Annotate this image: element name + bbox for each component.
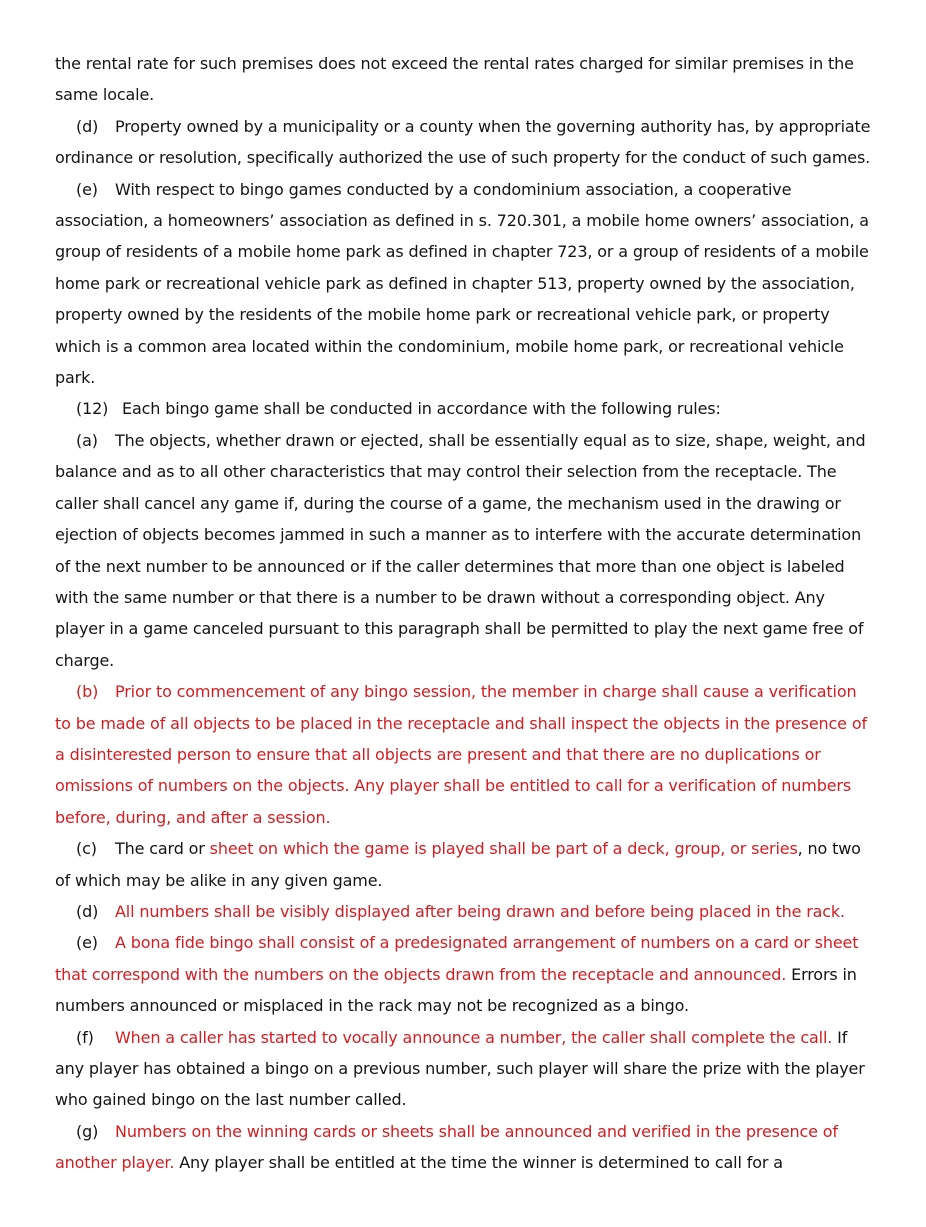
paragraph-label: (d): [76, 901, 99, 921]
paragraph-label: (e): [76, 179, 98, 199]
paragraph-label: (g): [76, 1121, 99, 1141]
paragraph-text: Any player shall be entitled at the time the winner is determined to call for a: [179, 1153, 783, 1173]
highlighted-text: All numbers shall be visibly displayed after being drawn and before being placed in the rack.: [115, 901, 845, 921]
paragraph-text: the rental rate for such premises does not exceed the rental rates charged for similar premises in the same locale.: [55, 54, 854, 105]
subsection-text: Each bingo game shall be conducted in accordance with the following rules:: [122, 399, 721, 419]
paragraph-label: (d): [76, 116, 99, 136]
paragraph-12-g: [55, 1116, 877, 1179]
highlighted-text: A bona fide bingo shall consist of a predesignated arrangement of numbers on a card or sheet that correspond with the numbers on the objects drawn from the receptacle and announced.: [55, 933, 859, 984]
paragraph-12-d: [55, 896, 877, 927]
highlighted-text: When a caller has started to vocally announce a number, the caller shall complete the call.: [115, 1027, 833, 1047]
paragraph-text: If any player has obtained a bingo on a previous number, such player will share the prize with the player who gained bingo on the last number called.: [55, 1027, 865, 1110]
paragraph-12-c: [55, 833, 877, 896]
paragraph-label: (f): [76, 1027, 94, 1047]
paragraph-text: Errors in numbers announced or misplaced in the rack may not be recognized as a bingo.: [55, 964, 857, 1016]
paragraph-text: Prior to commencement of any bingo session, the member in charge shall cause a verification to be made of all objects to be placed in the receptacle and shall inspect the objects in the presence of a disinterested person to ensure that all objects are present and that there are no duplications or omissions of numbers on the objects. Any player shall be entitled to call for a verification of numbers before, during, and after a session.: [55, 682, 867, 827]
highlighted-text: Numbers on the winning cards or sheets shall be announced and verified in the presence of another player.: [55, 1121, 838, 1173]
subsection-label: (12): [76, 399, 109, 419]
paragraph-text: Property owned by a municipality or a county when the governing authority has, by appropriate ordinance or resolution, specifically authorized the use of such property for the conduct of such games.: [55, 116, 871, 168]
paragraph-12-e: [55, 927, 877, 1021]
statute-page: [55, 48, 877, 1179]
paragraph-text: The objects, whether drawn or ejected, shall be essentially equal as to size, shape, weight, and balance and as to all other characteristics that may control their selection from the receptacle. The caller shall cancel any game if, during the course of a game, the mechanism used in the drawing or ejection of objects becomes jammed in such a manner as to interfere with the accurate determination of the next number to be announced or if the caller determines that more than one object is labeled with the same number or that there is a number to be drawn without a corresponding object. Any player in a game canceled pursuant to this paragraph shall be permitted to play the next game free of charge.: [55, 430, 866, 670]
subsection-12: [55, 393, 877, 424]
paragraph-text: , no two of which may be alike in any given game.: [55, 839, 861, 890]
paragraph-continued: [55, 48, 877, 111]
paragraph-text: With respect to bingo games conducted by a condominium association, a cooperative association, a homeowners’ association as defined in s. 720.301, a mobile home owners’ association, a group of residents of a mobile home park as defined in chapter 723, or a group of residents of a mobile home park or recreational vehicle park as defined in chapter 513, property owned by the association, property owned by the residents of the mobile home park or recreational vehicle park, or property which is a common area located within the condominium, mobile home park, or recreational vehicle park.: [55, 179, 869, 388]
paragraph-label: (e): [76, 933, 98, 953]
paragraph-label: (a): [76, 430, 98, 450]
paragraph-label: (c): [76, 839, 97, 859]
paragraph-12-f: [55, 1022, 877, 1116]
paragraph-11-d: [55, 111, 877, 174]
highlighted-text: sheet on which the game is played shall be part of a deck, group, or series: [209, 839, 798, 859]
paragraph-12-a: [55, 425, 877, 676]
paragraph-text: The card or: [115, 839, 205, 859]
paragraph-label: (b): [76, 682, 99, 702]
paragraph-11-e: [55, 174, 877, 394]
paragraph-12-b-highlighted: [55, 676, 877, 833]
